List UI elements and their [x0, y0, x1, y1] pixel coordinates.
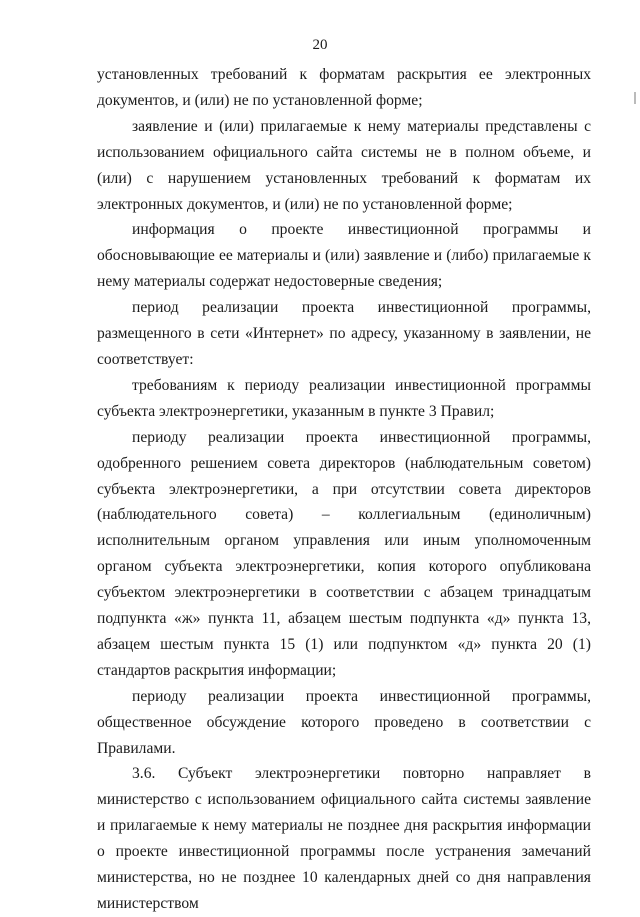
paragraph-rules-requirements: требованиям к периоду реализации инвестиционной программы субъекта электроэнергетики, указанным в пункте 3 Правил; — [97, 376, 591, 420]
paragraph-unreliable-information: информация о проекте инвестиционной программы и обосновывающие ее материалы и (или) заявление и (либо) прилагаемые к нему материалы содержат недостоверные сведения; — [97, 221, 591, 291]
paragraph-approved-period: периоду реализации проекта инвестиционной программы, одобренного решением совета директоров (наблюдательным советом) субъекта электроэнергетики, а при отсутствии совета директоров (наблюдательного совета) – коллегиальным (единоличным) исполнительным органом управления или иным уполномоченным органом субъекта электроэнергетики, копия которого опубликована субъектом электроэнергетики в соответствии с абзацем тринадцатым подпункта «ж» пункта 11, абзацем шестым подпункта «д» пункта 13, абзацем шестым пункта 15 (1) или подпунктом «д» пункта 20 (1) стандартов раскрытия информации; — [97, 428, 591, 679]
scan-edge-mark — [634, 92, 636, 104]
paragraph-period-mismatch: период реализации проекта инвестиционной программы, размещенного в сети «Интернет» по адресу, указанному в заявлении, не соответствует: — [97, 299, 591, 368]
paragraph-incomplete-materials: заявление и (или) прилагаемые к нему материалы представлены с использованием официального сайта системы не в полном объеме, и (или) с нарушением установленных требований к форматам их электронных документов, и (или) не по установленной форме; — [97, 117, 591, 213]
paragraph-continuation: установленных требований к форматам раскрытия ее электронных документов, и (или) не по установленной форме; — [97, 66, 591, 109]
page-number: 20 — [312, 37, 328, 53]
paragraph-clause-3-6: 3.6. Субъект электроэнергетики повторно направляет в министерство с использованием официального сайта системы заявление и прилагаемые к нему материалы не позднее дня раскрытия информации о проекте инвестиционной программы после устранения замечаний министерства, но не позднее 10 календарных дней со дня направления министерством — [97, 765, 591, 912]
document-body — [97, 62, 591, 917]
paragraph-public-discussion: периоду реализации проекта инвестиционной программы, общественное обсуждение которого проведено в соответствии с Правилами. — [97, 687, 591, 757]
